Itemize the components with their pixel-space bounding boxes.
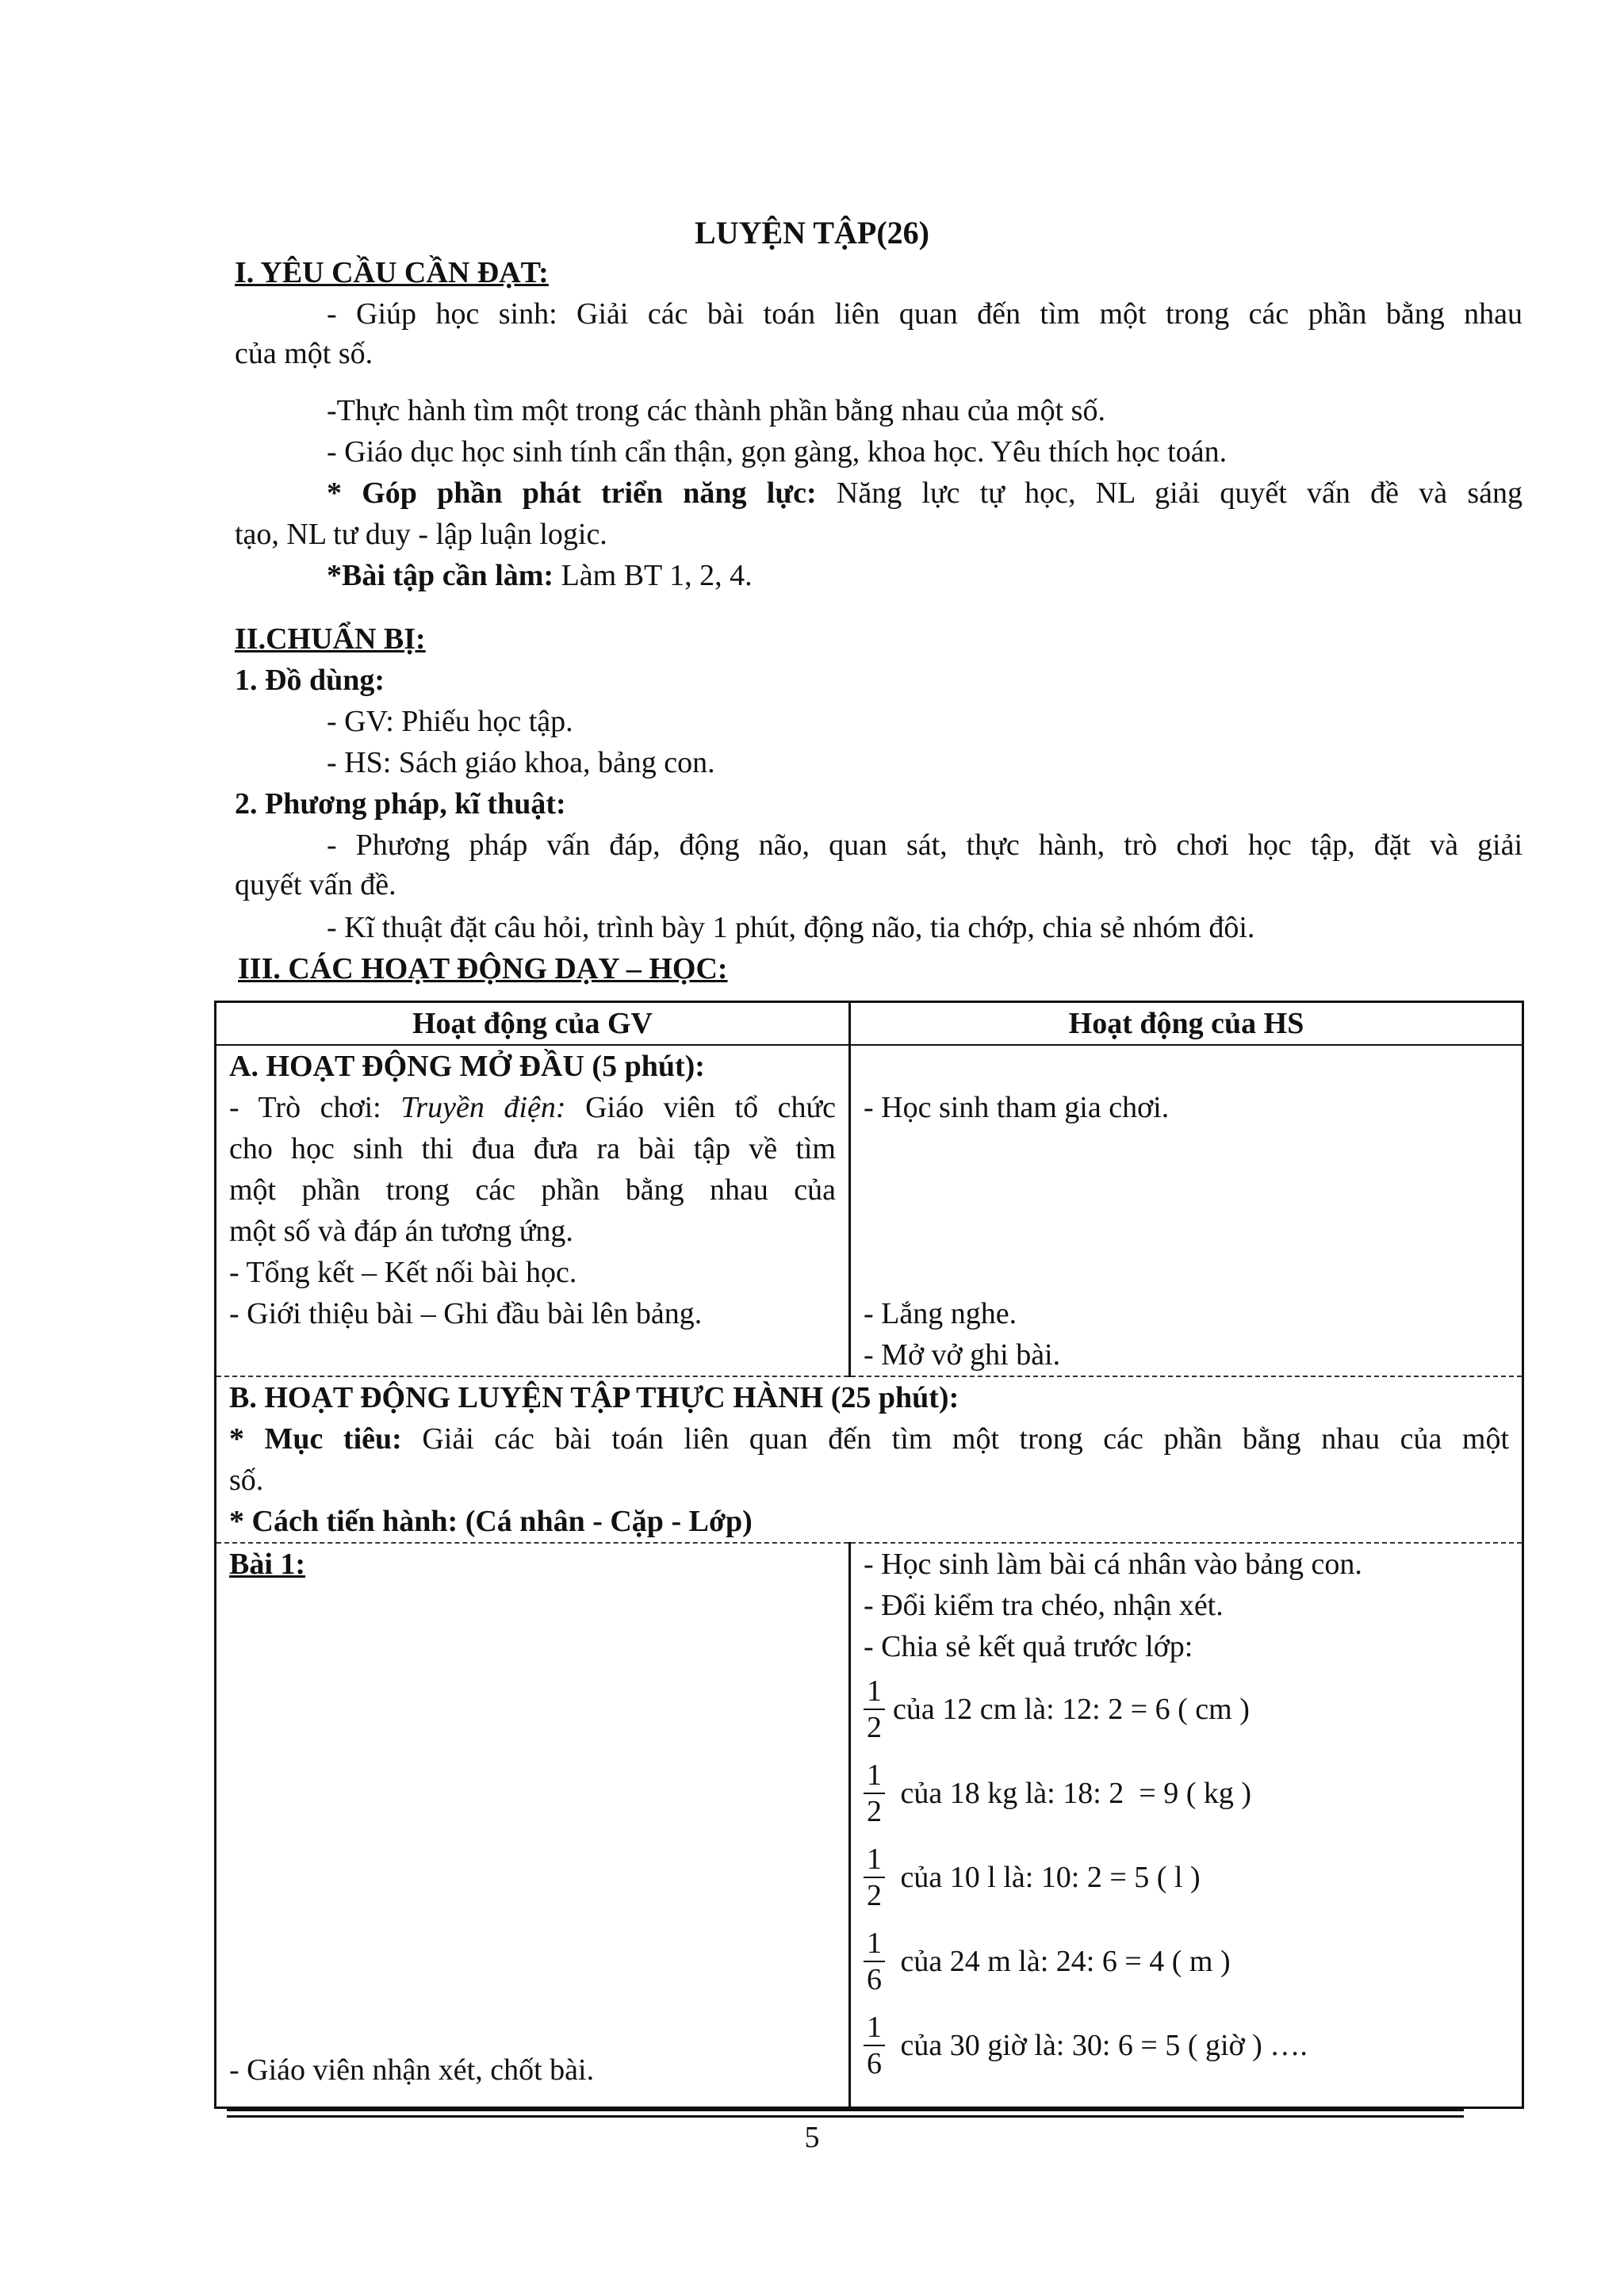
a-hs-line-2: - Lắng nghe. <box>864 1297 1017 1330</box>
table-row-a <box>216 1045 1523 1376</box>
nang-luc-label: * Góp phần phát triển năng lực: <box>327 476 817 510</box>
cell-bai1-gv <box>216 1543 850 2108</box>
fraction-text: của 30 giờ là: 30: 6 = 5 ( giờ ) …. <box>893 2029 1308 2062</box>
hs-bai1-line-3: - Chia sẻ kết quả trước lớp: <box>864 1630 1193 1663</box>
sec1-paragraph-3: - Giáo dục học sinh tính cẩn thận, gọn gàng, khoa học. Yêu thích học toán. <box>327 435 1228 469</box>
muc-tieu-text: Giải các bài toán liên quan đến tìm một trong các phần bằng nhau của một <box>401 1422 1509 1456</box>
section-2-sub-2: 2. Phương pháp, kĩ thuật: <box>235 787 566 821</box>
cell-b-heading <box>216 1376 1523 1543</box>
a-gv-line-4: một số và đáp án tương ứng. <box>229 1215 573 1248</box>
fraction-row <box>864 2003 1509 2087</box>
a-gv-line-2: cho học sinh thi đua đưa ra bài tập về tìm <box>229 1132 836 1165</box>
a-hs-line-1: - Học sinh tham gia chơi. <box>864 1091 1170 1124</box>
a-gv-line-3: một phần trong các phần bằng nhau của <box>229 1173 836 1207</box>
sec2-hs-item: - HS: Sách giáo khoa, bảng con. <box>327 746 715 779</box>
sec1-paragraph-4a <box>327 473 1522 514</box>
fraction-text: của 18 kg là: 18: 2 = 9 ( kg ) <box>893 1777 1252 1810</box>
a-gv-line-6: - Giới thiệu bài – Ghi đầu bài lên bảng. <box>229 1297 703 1330</box>
nang-luc-text: Năng lực tự học, NL giải quyết vấn đề và sáng <box>816 476 1522 510</box>
bai-tap-text: Làm BT 1, 2, 4. <box>553 559 753 592</box>
hs-bai1-line-1: - Học sinh làm bài cá nhân vào bảng con. <box>864 1548 1362 1581</box>
game-name: Truyền điện: <box>400 1091 566 1124</box>
fraction-text: của 10 l là: 10: 2 = 5 ( l ) <box>893 1861 1201 1894</box>
a-hs-line-3: - Mở vở ghi bài. <box>864 1338 1061 1372</box>
section-2-heading: II.CHUẨN BỊ: <box>235 622 426 656</box>
fraction-row <box>864 1919 1509 2003</box>
sec1-paragraph-4b: tạo, NL tư duy - lập luận logic. <box>235 518 607 551</box>
fraction-numerator: 1 <box>864 1926 885 1962</box>
bai-1-label: Bài 1: <box>229 1548 306 1581</box>
bai-tap-label: *Bài tập cần làm: <box>327 559 554 592</box>
document-title: LUYỆN TẬP(26) <box>695 215 929 251</box>
fraction <box>864 1674 885 1745</box>
a-gv-suffix: Giáo viên tổ chức <box>565 1091 836 1124</box>
sec2-method-1b: quyết vấn đề. <box>235 868 396 901</box>
fraction <box>864 1758 885 1829</box>
cell-a-hs <box>850 1045 1523 1376</box>
fraction-row <box>864 1751 1509 1835</box>
fraction-denominator: 2 <box>867 1795 882 1828</box>
fraction-row <box>864 1835 1509 1919</box>
activities-table <box>214 1001 1524 2109</box>
sec2-gv-item: - GV: Phiếu học tập. <box>327 705 573 738</box>
a-gv-line-1 <box>229 1087 836 1128</box>
muc-tieu-label: * Mục tiêu: <box>229 1422 402 1456</box>
cell-bai1-hs <box>850 1543 1523 2108</box>
section-2-sub-1: 1. Đồ dùng: <box>235 664 385 697</box>
a-gv-line-5: - Tổng kết – Kết nối bài học. <box>229 1256 577 1289</box>
a-heading: A. HOẠT ĐỘNG MỞ ĐẦU (5 phút): <box>229 1050 705 1083</box>
fraction-denominator: 6 <box>867 1963 882 1996</box>
sec2-method-1a: - Phương pháp vấn đáp, động não, quan sát, thực hành, trò chơi học tập, đặt và giải <box>327 828 1522 862</box>
fraction-numerator: 1 <box>864 1758 885 1794</box>
fraction <box>864 2010 885 2081</box>
page-number: 5 <box>804 2121 820 2154</box>
fraction-numerator: 1 <box>864 2010 885 2046</box>
fraction-denominator: 2 <box>867 1879 882 1912</box>
sec1-paragraph-1a: - Giúp học sinh: Giải các bài toán liên quan đến tìm một trong các phần bằng nhau <box>327 297 1522 331</box>
b-heading: B. HOẠT ĐỘNG LUYỆN TẬP THỰC HÀNH (25 phút): <box>229 1381 959 1414</box>
section-3-heading: III. CÁC HOẠT ĐỘNG DẠY – HỌC: <box>238 952 728 985</box>
table-row-b-heading <box>216 1376 1523 1543</box>
fraction-text: của 12 cm là: 12: 2 = 6 ( cm ) <box>893 1693 1250 1726</box>
fraction-denominator: 2 <box>867 1711 882 1744</box>
fraction-numerator: 1 <box>864 1674 885 1710</box>
fraction-text: của 24 m là: 24: 6 = 4 ( m ) <box>893 1945 1231 1978</box>
fraction-row <box>864 1667 1509 1751</box>
b-muctieu-line-2: số. <box>229 1464 264 1497</box>
header-gv: Hoạt động của GV <box>216 1002 850 1046</box>
section-1-heading: I. YÊU CẦU CẦN ĐẠT: <box>235 256 549 289</box>
gv-nhan-xet: - Giáo viên nhận xét, chốt bài. <box>229 2053 595 2087</box>
sec2-method-2: - Kĩ thuật đặt câu hỏi, trình bày 1 phút, động não, tia chớp, chia sẻ nhóm đôi. <box>327 911 1255 944</box>
b-cach-tien-hanh: * Cách tiến hành: (Cá nhân - Cặp - Lớp) <box>229 1505 753 1538</box>
sec1-paragraph-2: -Thực hành tìm một trong các thành phần bằng nhau của một số. <box>327 394 1105 427</box>
table-row-bai1 <box>216 1543 1523 2108</box>
fraction-numerator: 1 <box>864 1842 885 1878</box>
a-gv-prefix: - Trò chơi: <box>229 1091 401 1124</box>
table-header-row <box>216 1002 1523 1046</box>
sec1-paragraph-5 <box>327 555 753 596</box>
b-muctieu-line-1 <box>229 1418 1509 1460</box>
hs-bai1-line-2: - Đổi kiểm tra chéo, nhận xét. <box>864 1589 1224 1622</box>
fraction-denominator: 6 <box>867 2047 882 2080</box>
fraction <box>864 1926 885 1997</box>
fraction <box>864 1842 885 1913</box>
sec1-paragraph-1b: của một số. <box>235 337 373 370</box>
cell-a-gv <box>216 1045 850 1376</box>
header-hs: Hoạt động của HS <box>850 1002 1523 1046</box>
